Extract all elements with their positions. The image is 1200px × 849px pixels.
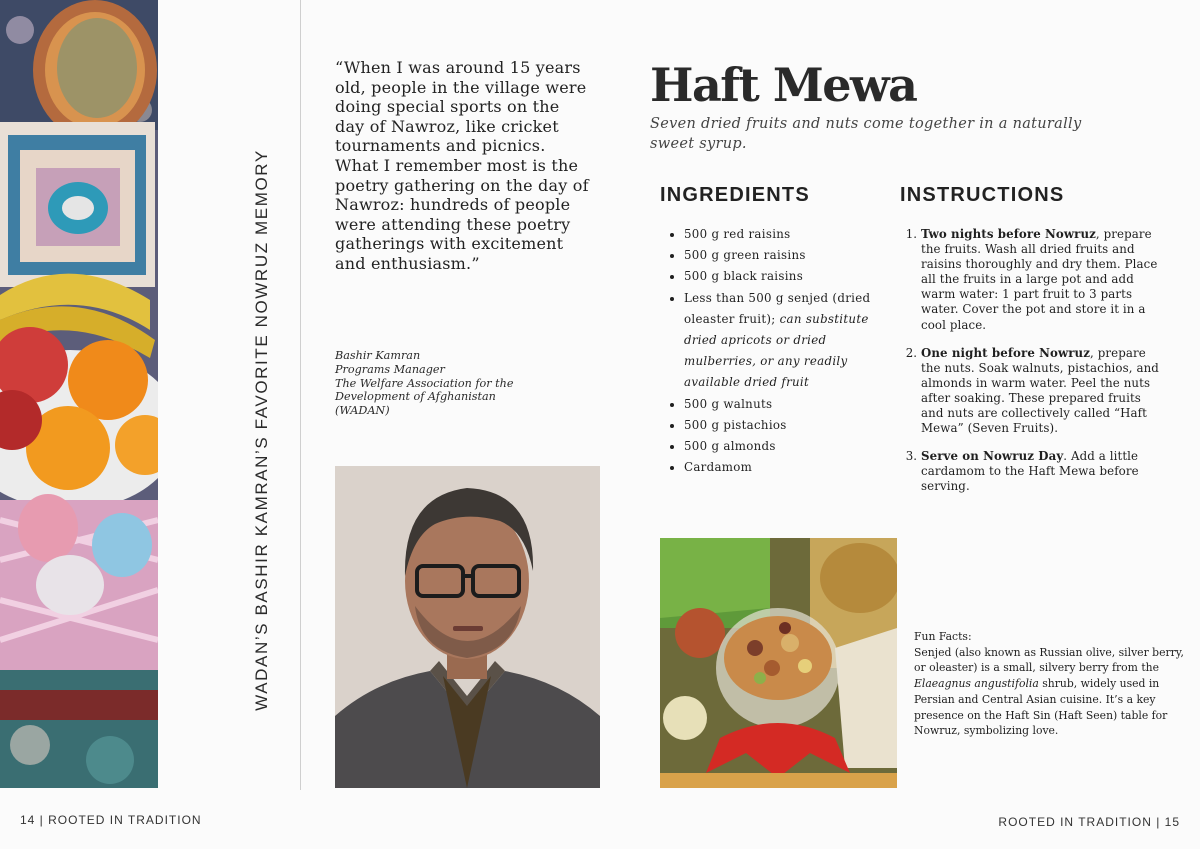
ingredient-item: • 500 g almonds	[684, 436, 899, 457]
attribution-org-line1: The Welfare Association for the	[335, 376, 514, 390]
instructions-list	[903, 227, 1161, 508]
memory-quote: “When I was around 15 years old, people in the village were doing special sports on the day of Nawroz, like cricket tournaments and picnics. What I remember most is the poetry gathering on the day of Nawroz: hundreds of people were attending these poetry gatherings with excitement and enthusiasm.”	[335, 58, 589, 273]
page-divider	[300, 0, 301, 790]
instruction-step: 2. One night before Nowruz, prepare the nuts. Soak walnuts, pistachios, and almonds in warm water. Peel the nuts after soaking. These prepared fruits and nuts are collectively called “Haft Mewa” (Seven Fruits).	[921, 346, 1161, 437]
recipe-subtitle: Seven dried fruits and nuts come together in a naturally sweet syrup.	[650, 116, 1082, 152]
ingredient-item: • 500 g black raisins	[684, 266, 899, 287]
instructions-heading: INSTRUCTIONS	[900, 184, 1065, 206]
fun-facts-text: Senjed (also known as Russian olive, silver berry, or oleaster) is a small, silvery berry from the Elaeagnus angustifolia shrub, widely used in Persian and Central Asian cuisine. It’s a key presence on the Haft Sin (Haft Seen) table for Nowruz, symbolizing love.	[914, 645, 1184, 738]
instruction-step: 1. Two nights before Nowruz, prepare the fruits. Wash all dried fruits and raisins thoroughly and dry them. Place all the fruits in a large pot and add warm water: 1 part fruit to 3 parts water. Cover the pot and store it in a cool place.	[921, 227, 1161, 333]
vertical-page-title: WADAN’S BASHIR KAMRAN’S FAVORITE NOWRUZ MEMORY	[252, 149, 271, 711]
substitute-note: can substitute dried apricots or dried mulberries, or any readily available dried fruit	[684, 311, 869, 390]
ingredient-item: • 500 g green raisins	[684, 245, 899, 266]
ingredient-item: • 500 g red raisins	[684, 224, 899, 245]
fun-facts	[914, 629, 1184, 739]
attribution-role: Programs Manager	[335, 362, 445, 376]
haft-sin-table-photo	[0, 0, 158, 788]
instruction-step: 3. Serve on Nowruz Day. Add a little cardamom to the Haft Mewa before serving.	[921, 449, 1161, 494]
quote-attribution	[335, 349, 565, 418]
footer-right-page-number: ROOTED IN TRADITION | 15	[998, 815, 1180, 829]
footer-left-page-number: 14 | ROOTED IN TRADITION	[20, 813, 202, 827]
ingredient-item: • Less than 500 g senjed (dried oleaster fruit); can substitute dried apricots or dried mulberries, or any readily available dried fruit	[684, 288, 899, 394]
ingredient-item: • 500 g walnuts	[684, 394, 899, 415]
ingredient-item: • Cardamom	[684, 457, 899, 478]
attribution-org-line2: Development of Afghanistan	[335, 390, 496, 404]
ingredients-heading: INGREDIENTS	[660, 184, 810, 206]
portrait-photo	[335, 466, 600, 788]
haft-mewa-bowl-photo	[660, 538, 897, 788]
ingredient-item: • 500 g pistachios	[684, 415, 899, 436]
ingredients-list	[662, 224, 899, 478]
recipe-title: Haft Mewa	[650, 58, 917, 112]
attribution-org-abbr: (WADAN)	[335, 404, 390, 418]
fun-facts-label: Fun Facts:	[914, 630, 972, 643]
attribution-name: Bashir Kamran	[335, 349, 421, 362]
